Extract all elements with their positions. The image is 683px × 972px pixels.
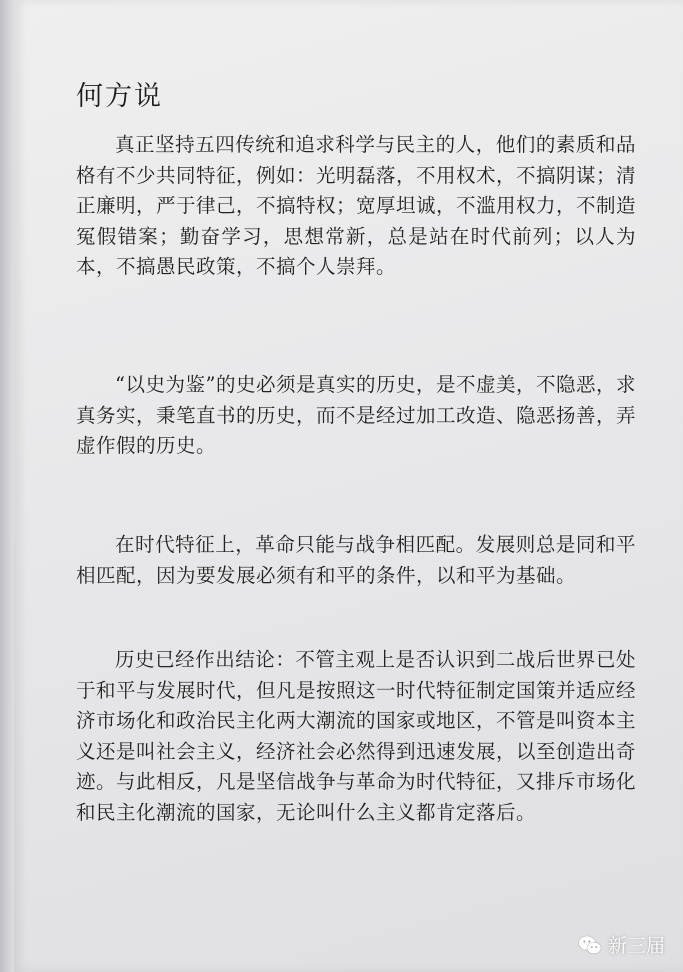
paragraph: 历史已经作出结论：不管主观上是否认识到二战后世界已处于和平与发展时代，但凡是按照这一时代特征制定国策并适应经济市场化和政治民主化两大潮流的国家或地区，不管是叫资本主义还是叫社会主义，经济社会必然得到迅速发展，以至创造出奇迹。与此相反，凡是坚信战争与革命为时代特征，又排斥市场化和民主化潮流的国家，无论叫什么主义都肯定落后。 [76, 648, 637, 824]
watermark [578, 931, 665, 958]
paragraph: “以史为鉴”的史必须是真实的历史，是不虚美，不隐恶，求真务实，秉笔直书的历史，而不是经过加工改造、隐恶扬善，弄虚作假的历史。 [76, 373, 637, 457]
page-title: 何方说 [76, 81, 163, 112]
watermark-label: 新三届 [607, 935, 665, 957]
paragraph: 真正坚持五四传统和追求科学与民主的人，他们的素质和品格有不少共同特征，例如：光明磊落，不用权术，不搞阴谋；清正廉明，严于律己，不搞特权；宽厚坦诚，不滥用权力，不制造冤假错案；勤奋学习，思想常新，总是站在时代前列；以人为本，不搞愚民政策，不搞个人崇拜。 [76, 133, 637, 278]
paragraph: 在时代特征上，革命只能与战争相匹配。发展则总是同和平相匹配，因为要发展必须有和平的条件，以和平为基础。 [76, 533, 636, 587]
wechat-icon [578, 934, 602, 956]
book-page [14, 0, 683, 972]
